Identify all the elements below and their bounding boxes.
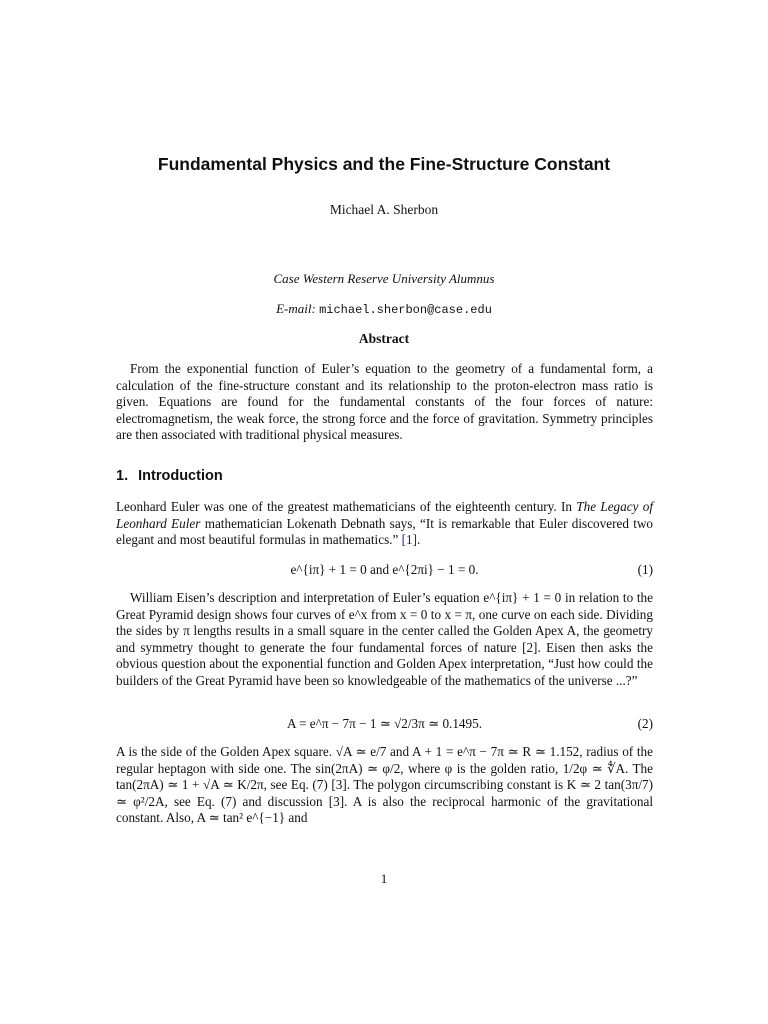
para1-book-title: The Legacy of Leonhard Euler [116, 499, 653, 531]
paper-title: Fundamental Physics and the Fine-Structure Constant [157, 154, 611, 174]
intro-paragraph-2: William Eisen’s description and interpretation of Euler’s equation e^{iπ} + 1 = 0 in relation to the Great Pyramid design shows four curves of e^x from x = 0 to x = π, one curve on each side. Dividing the sides by π lengths results in a small square in the center called the Golden Apex A, the geometry and symmetry thought to generate the four fundamental forces of nature [2]. Eisen then asks the obvious question about the exponential function and Golden Apex interpretation, “Just how could the builders of the Great Pyramid have been so knowledgeable of the mathematics of the universe ...?” [116, 590, 653, 688]
page-number: 1 [380, 871, 388, 886]
citation-link-1[interactable]: [1] [401, 532, 418, 548]
equation-2 [116, 716, 653, 734]
section-title: Introduction [138, 468, 223, 484]
para1-text-a: Leonhard Euler was one of the greatest mathematicians of the eighteenth century. In [116, 499, 577, 514]
email-label: E-mail: [276, 301, 316, 316]
abstract-text: From the exponential function of Euler’s equation to the geometry of a fundamental form, a calculation of the fine-structure constant and its relationship to the proton-electron mass ratio is given. Equations are found for the fundamental constants of the four forces of nature: electromagnetism, the weak force, the strong force and the force of gravitation. Symmetry principles are then associated with traditional physical measures. [116, 361, 653, 443]
affiliation: Case Western Reserve University Alumnus [273, 271, 495, 286]
intro-paragraph-1 [116, 499, 653, 549]
equation-2-body: A = e^π − 7π − 1 ≃ √2/3π ≃ 0.1495. [286, 716, 483, 731]
para1-end: . [417, 532, 421, 548]
equation-1-number: (1) [637, 562, 653, 577]
section-heading [116, 468, 223, 484]
intro-paragraph-3: A is the side of the Golden Apex square. √A ≃ e/7 and A + 1 = e^π − 7π ≃ R ≃ 1.152, radius of the regular heptagon with side one. The sin(2πA) ≃ φ/2, where φ is the golden ratio, 1/2φ ≃ ∜A. The tan(2πA) ≃ 1 + √A ≃ K/2π, see Eq. (7) [3]. The polygon circumscribing constant is K ≃ 2 tan(3π/7) ≃ φ²/2A, see Eq. (7) and discussion [3]. A is also the reciprocal harmonic of the gravitational constant. Also, A ≃ tan² e^{−1} and [116, 744, 653, 826]
email-address[interactable]: michael.sherbon@case.edu [319, 303, 492, 317]
para1-text-b: mathematician Lokenath Debnath says, “It is remarkable that Euler discovered two elegant and most beautiful formulas in mathematics.” [116, 515, 653, 548]
author-name: Michael A. Sherbon [329, 202, 439, 217]
equation-1-body: e^{iπ} + 1 = 0 and e^{2πi} − 1 = 0. [290, 562, 479, 577]
section-number: 1. [116, 468, 129, 484]
equation-1 [116, 562, 653, 580]
equation-2-number: (2) [637, 716, 653, 731]
abstract-heading: Abstract [358, 331, 410, 346]
email-line [0, 301, 768, 317]
